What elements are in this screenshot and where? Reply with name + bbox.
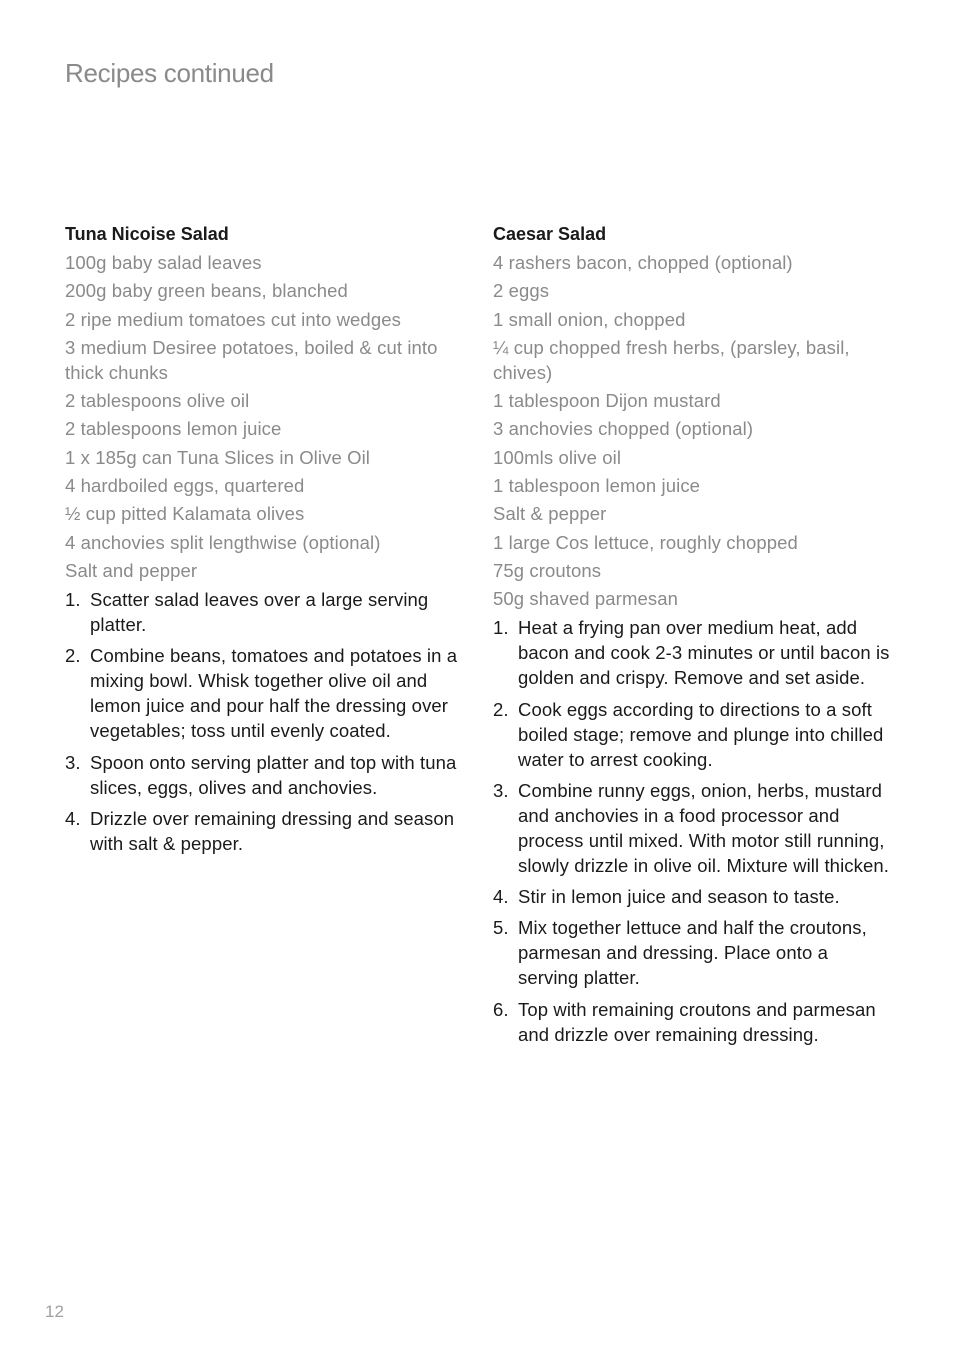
ingredient-item: Salt & pepper (493, 503, 607, 525)
ingredient-item: ¼ cup chopped fresh herbs, (parsley, basil, chives) (493, 336, 850, 383)
step-text: Combine runny eggs, onion, herbs, mustard and anchovies in a food processor and process until mixed. With motor still running, slowly drizzle in olive oil. Mixture will thicken. (518, 779, 889, 876)
recipe-title: Tuna Nicoise Salad (65, 224, 229, 244)
page-title: Recipes continued (65, 58, 274, 88)
method-step (493, 915, 893, 990)
method-steps (65, 587, 465, 856)
method-step (65, 643, 465, 743)
ingredient-item: 3 medium Desiree potatoes, boiled & cut into thick chunks (65, 336, 438, 383)
ingredient-item: 100mls olive oil (493, 446, 622, 468)
ingredient-item: 4 rashers bacon, chopped (optional) (493, 252, 793, 273)
step-text: Combine beans, tomatoes and potatoes in a mixing bowl. Whisk together olive oil and lemon juice and pour half the dressing over vegetables; toss until evenly coated. (90, 645, 458, 742)
recipe-caesar-salad (493, 222, 893, 1053)
ingredient-item: 1 x 185g can Tuna Slices in Olive Oil (65, 446, 370, 468)
step-number: 4. (65, 807, 81, 829)
method-step (493, 615, 893, 690)
ingredient-item: 100g baby salad leaves (65, 252, 262, 273)
ingredient-item: 50g shaved parmesan (493, 588, 678, 610)
ingredient-list (65, 250, 465, 583)
ingredient-item: 3 anchovies chopped (optional) (493, 418, 754, 440)
method-step (493, 697, 893, 772)
step-text: Mix together lettuce and half the croutons, parmesan and dressing. Place onto a serving platter. (518, 917, 867, 989)
ingredient-item: 2 ripe medium tomatoes cut into wedges (65, 308, 401, 330)
ingredient-item: ½ cup pitted Kalamata olives (65, 503, 305, 525)
ingredient-item: 1 tablespoon Dijon mustard (493, 390, 721, 412)
step-number: 6. (493, 998, 509, 1020)
ingredient-item: 2 tablespoons olive oil (65, 390, 250, 412)
method-steps (493, 615, 893, 1046)
step-number: 4. (493, 886, 509, 908)
recipe-tuna-nicoise (65, 222, 465, 862)
method-step (65, 806, 465, 856)
step-number: 3. (493, 779, 509, 801)
method-step (65, 750, 465, 800)
step-number: 1. (493, 617, 509, 639)
recipe-title: Caesar Salad (493, 224, 607, 244)
step-number: 2. (65, 645, 81, 667)
ingredient-item: 2 eggs (493, 280, 550, 302)
ingredient-item: 1 small onion, chopped (493, 308, 686, 330)
ingredient-item: 4 hardboiled eggs, quartered (65, 475, 305, 497)
ingredient-item: 75g croutons (493, 559, 602, 581)
method-step (493, 778, 893, 878)
step-text: Top with remaining croutons and parmesan and drizzle over remaining dressing. (518, 998, 876, 1045)
ingredient-item: 200g baby green beans, blanched (65, 280, 348, 302)
ingredient-item: Salt and pepper (65, 559, 198, 581)
ingredient-item: 1 tablespoon lemon juice (493, 475, 701, 497)
method-step (493, 884, 893, 909)
ingredient-item: 4 anchovies split lengthwise (optional) (65, 531, 381, 553)
page-number: 12 (45, 1302, 64, 1321)
step-text: Spoon onto serving platter and top with tuna slices, eggs, olives and anchovies. (90, 751, 457, 798)
step-text: Scatter salad leaves over a large serving platter. (90, 588, 429, 635)
step-number: 5. (493, 917, 509, 939)
ingredient-list (493, 250, 893, 611)
step-text: Heat a frying pan over medium heat, add bacon and cook 2-3 minutes or until bacon is golden and crispy. Remove and set aside. (518, 617, 890, 689)
method-step (493, 997, 893, 1047)
step-number: 1. (65, 588, 81, 610)
step-number: 2. (493, 698, 509, 720)
step-text: Cook eggs according to directions to a soft boiled stage; remove and plunge into chilled water to arrest cooking. (518, 698, 884, 770)
ingredient-item: 2 tablespoons lemon juice (65, 418, 282, 440)
method-step (65, 587, 465, 637)
step-number: 3. (65, 751, 81, 773)
step-text: Drizzle over remaining dressing and season with salt & pepper. (90, 807, 455, 854)
ingredient-item: 1 large Cos lettuce, roughly chopped (493, 531, 798, 553)
step-text: Stir in lemon juice and season to taste. (518, 886, 840, 908)
